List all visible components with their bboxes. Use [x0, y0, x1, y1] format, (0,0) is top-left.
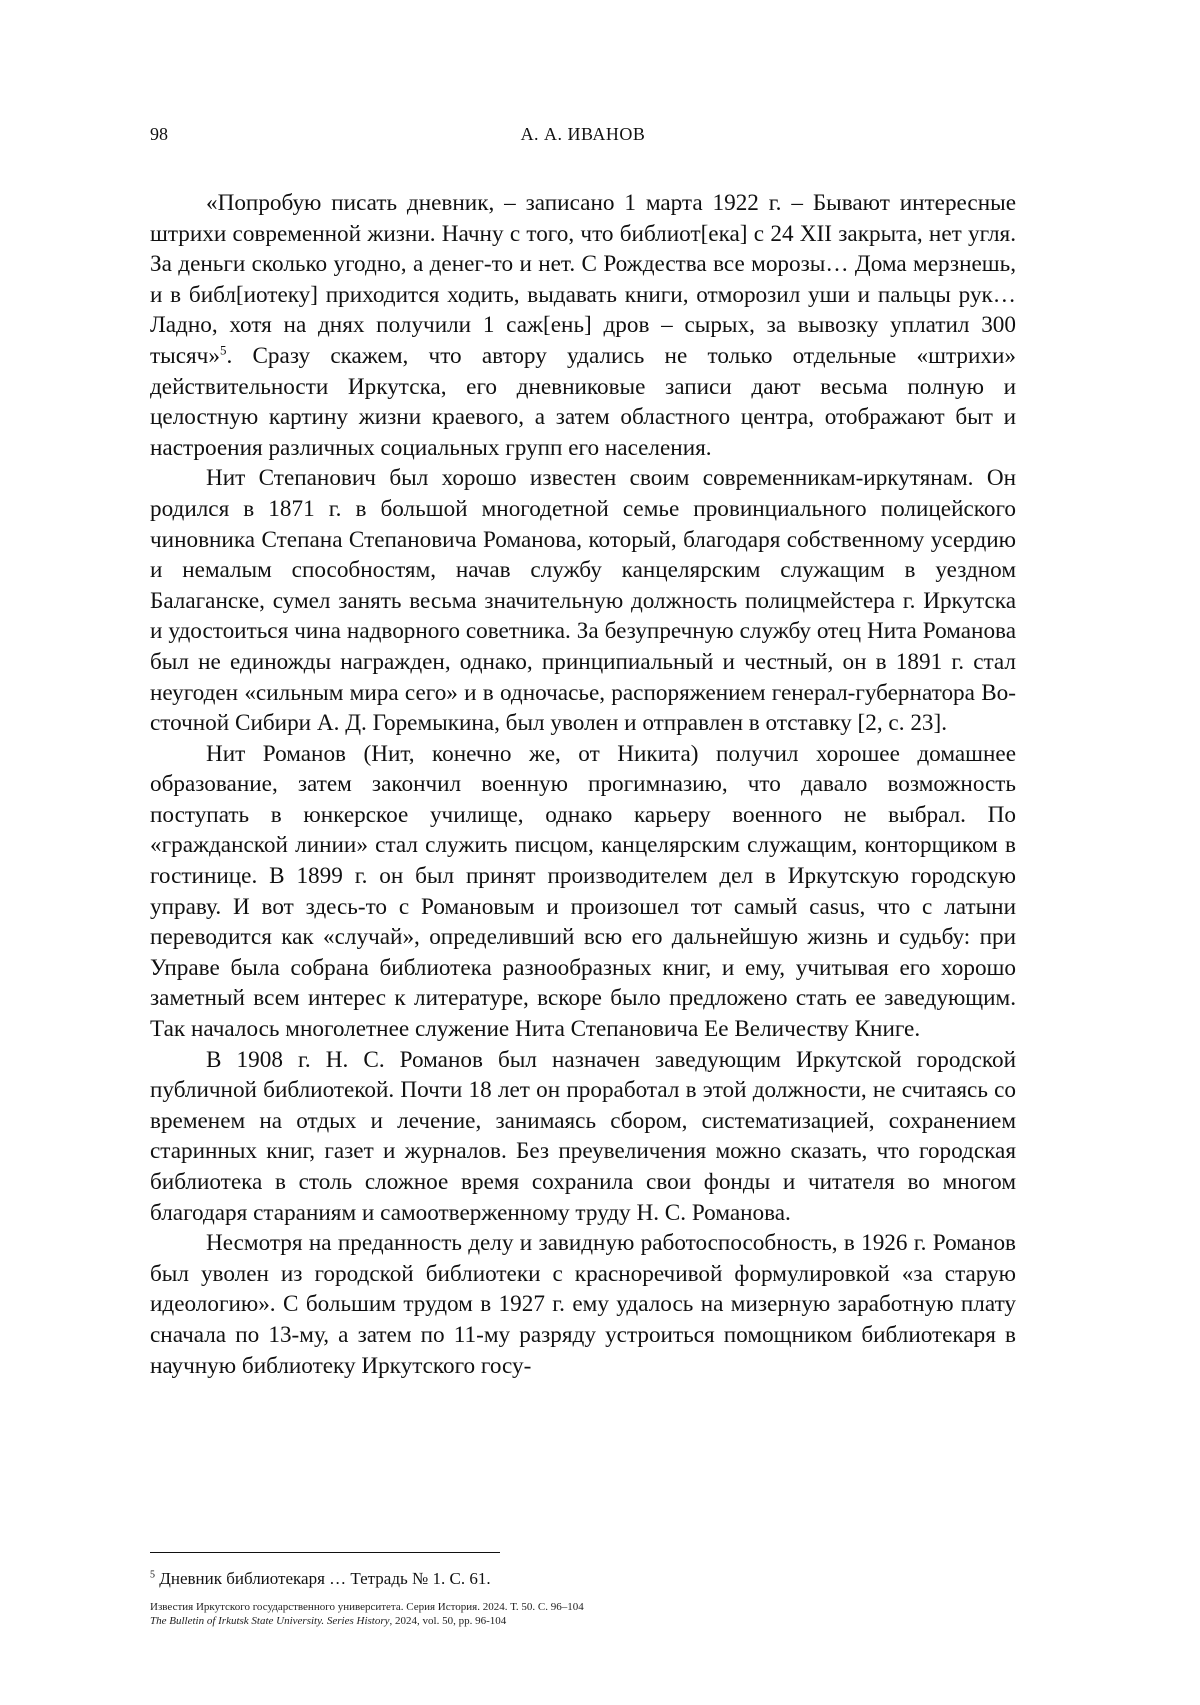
journal-citation-ru: Известия Иркутского государственного университета. Серия История. 2024. Т. 50. С. 96–104: [150, 1601, 584, 1613]
paragraph-education: Нит Романов (Нит, конечно же, от Никита) получил хорошее домашнее образование, затем закончил военную прогимназию, что давало возможность поступать в юнкерское училище, однако карьеру военного не выбрал. По «гражданской линии» стал служить писцом, канцелярским служащим, конторщиком в гостинице. В 1899 г. он был принят производителем дел в Иркутскую городскую управу. И вот здесь-то с Романовым и произошел тот самый casus, что с латыни переводится как «случай», определивший всю его дальнейшую жизнь и судьбу: при Управе была собрана библиотека разнообразных книг, и ему, учитывая его хорошо заметный всем интерес к литературе, вскоре было предложено стать ее заведующим. Так началось многолетнее служение Нита Степановича Ее Величеству Книге.: [150, 740, 1016, 1043]
footnote-text: Дневник библиотекаря … Тетрадь № 1. С. 61.: [155, 1569, 491, 1588]
paragraph-text: «Попробую писать дневник, – записано 1 марта 1922 г. – Бывают интересные штрихи современной жизни. Начну с того, что библиот[ека] с 24 XII закрыта, нет угля. За деньги сколько угодно, а денег-то и нет. С Рождества все морозы… Дома мерзнешь, и в библ[иотеку] приходится ходить, выдавать книги, отморозил уши и пальцы рук… Ладно, хотя на днях получили 1 саж[ень] дров – сырых, за вывозку уплатил 300 тысяч»: [150, 190, 1016, 369]
journal-citation-en: [150, 1614, 584, 1628]
footnote-divider: [150, 1552, 500, 1553]
paragraph-library-head: В 1908 г. Н. С. Романов был назначен заведующим Иркутской городской публичной библиотекой. Почти 18 лет он проработал в этой должности, не считаясь со временем на отдых и лечение, занимаясь сбором, систематизацией, сохранением старинных книг, газет и журналов. Без преувеличения можно сказать, что городская библиотека в столь сложное время сохранила свои фонды и читателя во многом благодаря стараниям и самоотверженному труду Н. С. Романова.: [150, 1046, 1016, 1226]
footnote-reference[interactable]: 5: [219, 342, 227, 358]
paragraph-diary-quote: [150, 188, 1016, 463]
journal-title-en: The Bulletin of Irkutsk State University. Series History: [150, 1615, 390, 1627]
paragraph-dismissal: Несмотря на преданность делу и завидную работоспособность, в 1926 г. Романов был уволен из городской библиотеки с красноречивой формулировкой «за старую идеологию». С большим трудом в 1927 г. ему удалось на мизерную заработную плату сначала по 13-му, а затем по 11-му разряду устроиться помощником библиотекаря в научную библиотеку Иркутского госу-: [150, 1230, 1016, 1379]
footnote: [150, 1568, 491, 1590]
paragraph-text: . Сразу скажем, что автору удались не только отдельные «штрихи» действительности Иркутска, его дневниковые записи дают весьма полную и целостную картину жизни краевого, а затем областного центра, отображают быт и настроения различных социальных групп его населения.: [150, 342, 1016, 461]
article-body: [150, 188, 1016, 1381]
footnote-marker: 5: [150, 1569, 155, 1581]
page-number: 98: [150, 124, 168, 144]
page-header: [150, 124, 1016, 152]
journal-footer: [150, 1600, 584, 1628]
paragraph-biography: Нит Степанович был хорошо известен своим современникам-иркутянам. Он родился в 1871 г. в большой многодетной семье провинциального полицейского чиновника Степана Степановича Романова, который, благодаря собственному усердию и немалым способностям, начав службу канцелярским служащим в уездном Балаганске, сумел занять весьма значительную должность полицмейстера г. Иркутска и удостоиться чина надворного советника. За безупречную службу отец Нита Романова был не единожды награжден, однако, принципиальный и честный, он в 1891 г. стал неугоден «сильным мира сего» и в одночасье, распоряжением генерал-губернатора Восточной Сибири А. Д. Горемыкина, был уволен и отправлен в отставку [2, с. 23].: [150, 465, 1016, 737]
journal-issue-en: , 2024, vol. 50, pp. 96-104: [389, 1615, 507, 1627]
running-head-author: А. А. ИВАНОВ: [520, 124, 646, 144]
